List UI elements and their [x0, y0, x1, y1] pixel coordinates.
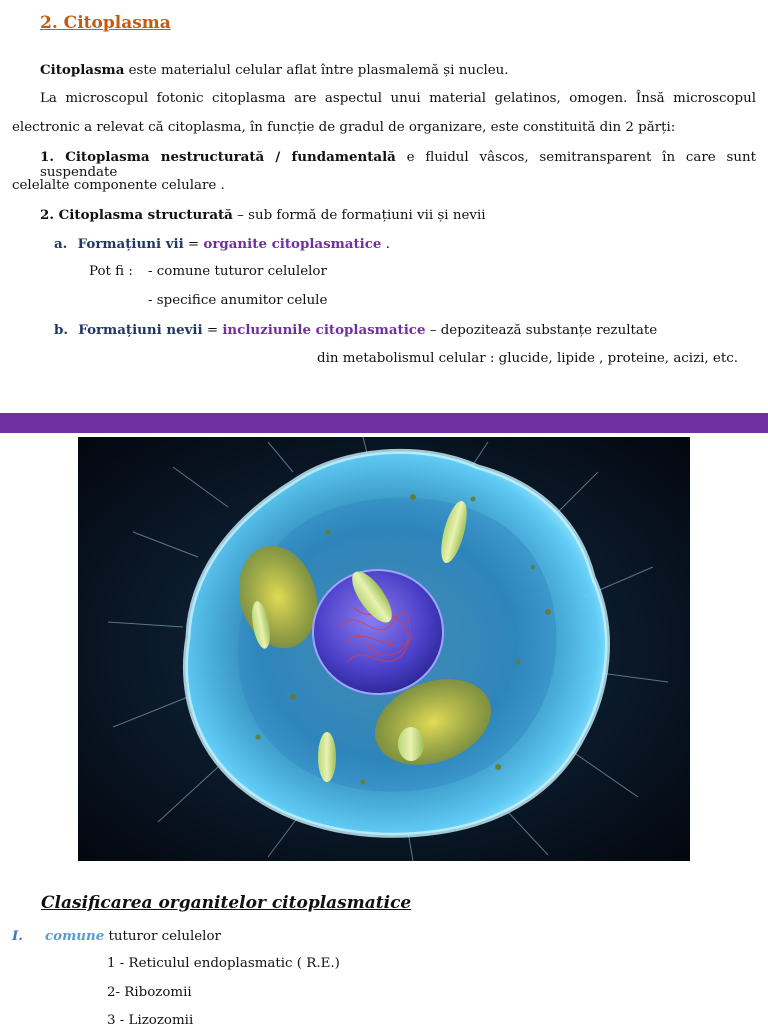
intro-line: [40, 62, 509, 78]
intro-text: este materialul celular aflat între plasmalemă și nucleu.: [124, 63, 509, 78]
section-title: 2. Citoplasma: [40, 13, 171, 33]
item-a-term: organite citoplasmatice: [203, 236, 382, 252]
part2-text: – sub formă de formațiuni vii și nevii: [232, 208, 486, 223]
item-b-dash: – depozitează substanțe rezultate: [425, 323, 658, 338]
list-i-numeral: I.: [12, 928, 23, 944]
list-i-item: 3 - Lizozomii: [107, 1013, 194, 1028]
purple-divider-band: [0, 413, 768, 433]
item-b: [54, 322, 657, 338]
item-b-term: incluziunile citoplasmatice: [222, 322, 426, 338]
item-a-marker: a.: [54, 236, 68, 252]
intro-term: Citoplasma: [40, 62, 125, 78]
cell-illustration: [78, 437, 690, 861]
item-a-label: Formațiuni vii: [77, 236, 184, 252]
part2-label: 2. Citoplasma structurată: [40, 207, 233, 223]
part2-line: [40, 207, 486, 223]
item-b-eq: =: [202, 323, 223, 338]
item-a: [54, 236, 390, 252]
item-b-line2: din metabolismul celular : glucide, lipide , proteine, acizi, etc.: [317, 351, 738, 366]
para2-line1: La microscopul fotonic citoplasma are aspectul unui material gelatinos, omogen. Însă microscopul: [40, 91, 756, 106]
list-i-item: 1 - Reticulul endoplasmatic ( R.E.): [107, 956, 340, 971]
list-i-rest: tuturor celulelor: [104, 929, 221, 944]
cell-illustration-svg: [78, 437, 690, 861]
para2-line2: electronic a relevat că citoplasma, în funcție de gradul de organizare, este constituită din 2 părți:: [12, 120, 676, 135]
pot-fi-option-1: - comune tuturor celulelor: [148, 264, 327, 279]
part1-line: [40, 149, 756, 180]
pot-fi-label: Pot fi :: [89, 264, 133, 279]
item-a-tail: .: [381, 237, 390, 252]
list-i-item: 2- Ribozomii: [107, 985, 192, 1000]
item-b-label: Formațiuni nevii: [78, 322, 203, 338]
pot-fi-option-2: - specifice anumitor celule: [148, 293, 328, 308]
part1-text: e fluidul vâscos, semitransparent în care sunt suspendate: [40, 150, 756, 180]
item-a-eq: =: [183, 237, 204, 252]
classification-heading: Clasificarea organitelor citoplasmatice: [41, 893, 412, 913]
item-b-marker: b.: [54, 322, 69, 338]
list-i-line: [45, 928, 221, 944]
list-i-keyword: comune: [45, 928, 105, 944]
part1-label: 1. Citoplasma nestructurată / fundamentală: [40, 149, 396, 165]
part1-line2: celelalte componente celulare .: [12, 178, 225, 193]
